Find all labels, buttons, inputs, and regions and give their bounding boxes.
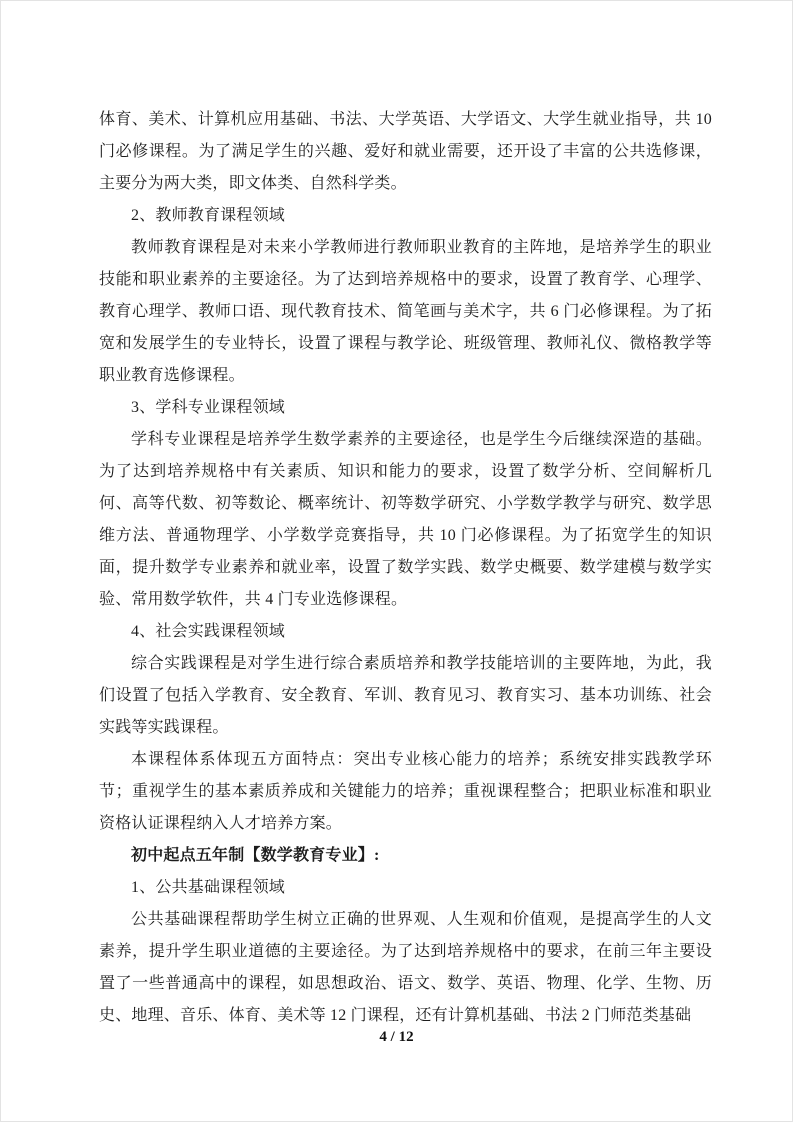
heading-teacher-education-domain: 2、教师教育课程领域 bbox=[131, 207, 286, 224]
paragraph-teacher-education: 教师教育课程是对未来小学教师进行教师职业教育的主阵地，是培养学生的职业技能和职业素养的主要途径。为了达到培养规格中的要求，设置了教育学、心理学、教育心理学、教师口语、现代教育技术、简笔画与美术字，共 6 门必修课程。为了拓宽和发展学生的专业特长，设置了课程与教学论、班级管理、教师礼仪、微格教学等职业教育选修课程。 bbox=[99, 239, 712, 384]
heading-social-practice-domain: 4、社会实践课程领域 bbox=[131, 623, 286, 640]
document-body bbox=[99, 104, 712, 1032]
paragraph-social-practice: 综合实践课程是对学生进行综合素质培养和教学技能培训的主要阵地，为此，我们设置了包括入学教育、安全教育、军训、教育见习、教育实习、基本功训练、社会实践等实践课程。 bbox=[99, 655, 712, 736]
paragraph-public-courses-continued: 体育、美术、计算机应用基础、书法、大学英语、大学语文、大学生就业指导，共 10 门必修课程。为了满足学生的兴趣、爱好和就业需要，还开设了丰富的公共选修课，主要分为两大类，即文体类、自然科学类。 bbox=[99, 111, 712, 192]
paragraph-curriculum-features: 本课程体系体现五方面特点：突出专业核心能力的培养；系统安排实践教学环节；重视学生的基本素质养成和关键能力的培养；重视课程整合；把职业标准和职业资格认证课程纳入人才培养方案。 bbox=[99, 751, 712, 832]
paragraph-subject-specialty: 学科专业课程是培养学生数学素养的主要途径，也是学生今后继续深造的基础。为了达到培养规格中有关素质、知识和能力的要求，设置了数学分析、空间解析几何、高等代数、初等数论、概率统计、初等数学研究、小学数学教学与研究、数学思维方法、普通物理学、小学数学竞赛指导，共 10 门必修课程。为了拓宽学生的知识面，提升数学专业素养和就业率，设置了数学实践、数学史概要、数学建模与数学实验、常用数学软件，共 4 门专业选修课程。 bbox=[99, 431, 712, 608]
paragraph-public-basic: 公共基础课程帮助学生树立正确的世界观、人生观和价值观，是提高学生的人文素养，提升学生职业道德的主要途径。为了达到培养规格中的要求，在前三年主要设置了一些普通高中的课程，如思想政治、语文、数学、英语、物理、化学、生物、历史、地理、音乐、体育、美术等 12 门课程，还有计算机基础、书法 2 门师范类基础 bbox=[99, 911, 712, 1024]
heading-five-year-math-education-program: 初中起点五年制【数学教育专业】: bbox=[131, 847, 380, 864]
heading-subject-specialty-domain: 3、学科专业课程领域 bbox=[131, 399, 286, 416]
heading-public-basic-domain: 1、公共基础课程领域 bbox=[131, 879, 286, 896]
page-number: 4 / 12 bbox=[379, 1029, 414, 1045]
